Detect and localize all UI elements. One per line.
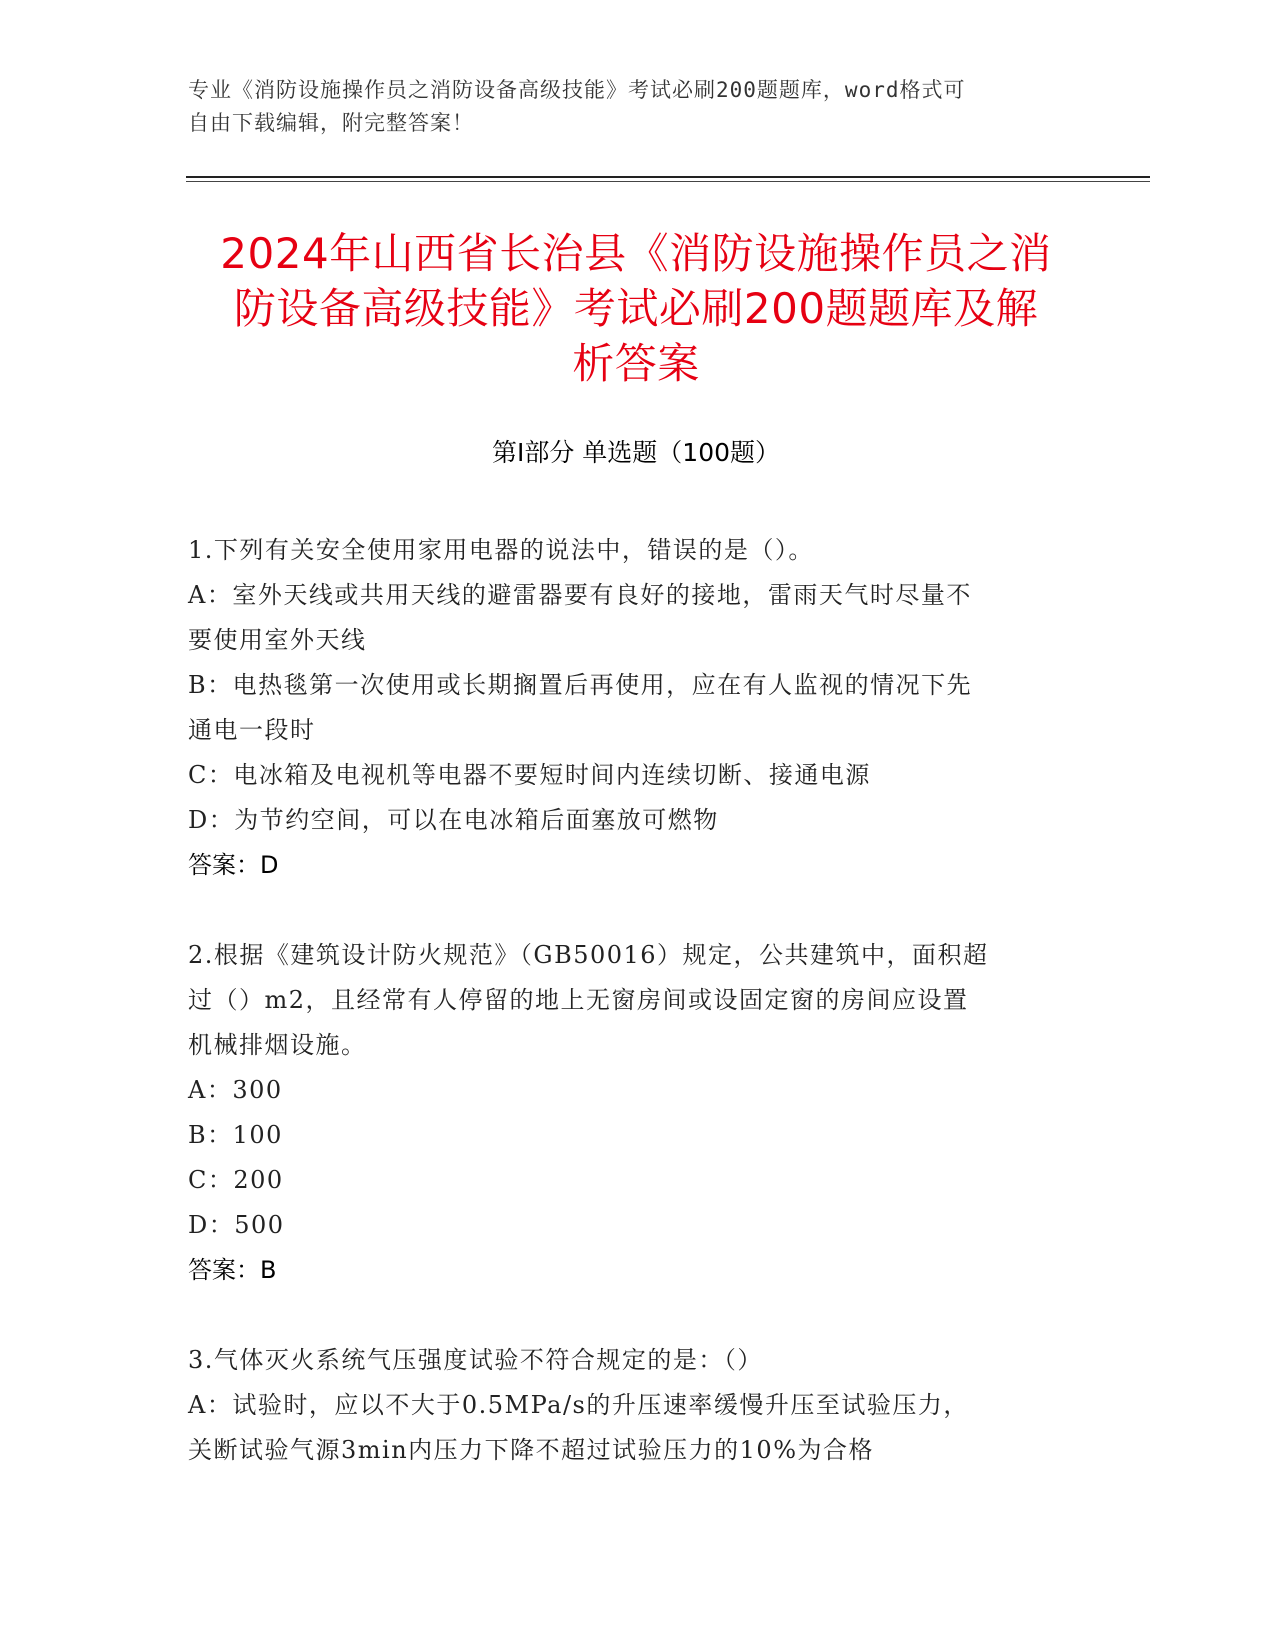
option-b-line: 通电一段时 — [188, 716, 316, 744]
question-stem-line: 2.根据《建筑设计防火规范》（GB50016）规定，公共建筑中，面积超 — [188, 941, 989, 969]
question-stem-line: 1.下列有关安全使用家用电器的说法中，错误的是（）。 — [188, 536, 814, 564]
question-stem-line: 机械排烟设施。 — [188, 1031, 367, 1059]
answer-line: 答案：D — [188, 851, 279, 879]
question-2 — [188, 933, 1088, 1293]
question-3 — [188, 1338, 1088, 1473]
option-a-line: A：300 — [188, 1076, 283, 1104]
header-rule-thin — [186, 181, 1150, 182]
document-title-line-3: 析答案 — [572, 339, 700, 388]
option-b-line: B：100 — [188, 1121, 283, 1149]
question-1 — [188, 528, 1088, 888]
question-stem-line: 过（）m2，且经常有人停留的地上无窗房间或设固定窗的房间应设置 — [188, 986, 969, 1014]
option-d-line: D：为节约空间，可以在电冰箱后面塞放可燃物 — [188, 806, 719, 834]
option-d-line: D：500 — [188, 1211, 285, 1239]
header-rule-thick — [186, 176, 1150, 178]
question-list — [188, 528, 1088, 1518]
document-title-line-1: 2024年山西省长治县《消防设施操作员之消 — [220, 229, 1052, 278]
answer-line: 答案：B — [188, 1256, 277, 1284]
document-title — [186, 226, 1086, 391]
option-b-line: B：电热毯第一次使用或长期搁置后再使用，应在有人监视的情况下先 — [188, 671, 973, 699]
option-a-line: A：室外天线或共用天线的避雷器要有良好的接地，雷雨天气时尽量不 — [188, 581, 972, 609]
option-a-line: 关断试验气源3min内压力下降不超过试验压力的10%为合格 — [188, 1436, 875, 1464]
header-note-line-1: 专业《消防设施操作员之消防设备高级技能》考试必刷200题题库，word格式可 — [188, 78, 966, 102]
option-c-line: C：200 — [188, 1166, 284, 1194]
header-note-line-2: 自由下载编辑，附完整答案！ — [188, 111, 474, 135]
option-a-line: 要使用室外天线 — [188, 626, 367, 654]
section-heading: 第Ⅰ部分 单选题（100题） — [491, 438, 781, 467]
question-stem-line: 3.气体灭火系统气压强度试验不符合规定的是：（） — [188, 1346, 763, 1374]
document-title-line-2: 防设备高级技能》考试必刷200题题库及解 — [233, 284, 1039, 333]
option-c-line: C：电冰箱及电视机等电器不要短时间内连续切断、接通电源 — [188, 761, 871, 789]
header-note — [188, 74, 1088, 140]
option-a-line: A：试验时，应以不大于0.5MPa/s的升压速率缓慢升压至试验压力， — [188, 1391, 969, 1419]
